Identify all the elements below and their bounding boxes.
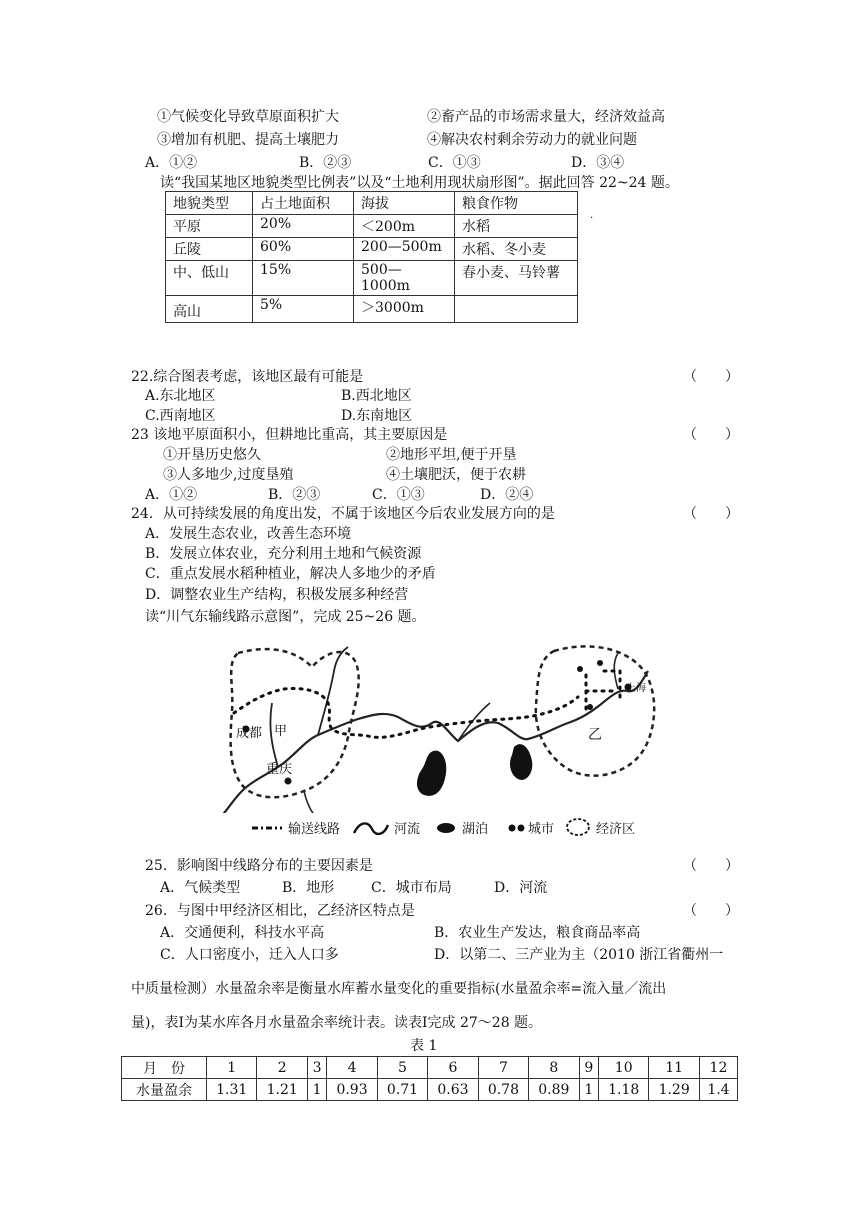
- q23-option-3: ③人多地少,过度垦殖: [163, 467, 294, 483]
- table-cell: 5: [377, 1057, 427, 1079]
- legend-river-label: 河流: [394, 822, 421, 837]
- q22-answer-b: B.西北地区: [341, 388, 412, 404]
- q23-stem: 23 该地平原面积小，但耕地比重高，其主要原因是: [131, 427, 448, 443]
- legend-zone-label: 经济区: [596, 822, 636, 837]
- table-cell: 4: [327, 1057, 377, 1079]
- table-cell: 平原: [166, 215, 253, 238]
- label-shanghai: 上海: [626, 683, 646, 694]
- q26-answer-paren: （ ）: [683, 903, 739, 919]
- q23-option-2: ②地形平坦,便于开垦: [386, 447, 517, 463]
- gas-route-map: [208, 641, 662, 841]
- table-cell: 15%: [253, 261, 354, 296]
- table-cell: 0.89: [529, 1079, 579, 1101]
- economic-zone-yi: [536, 646, 654, 775]
- city-marker: [587, 704, 593, 710]
- q24-answer-d: D．调整农业生产结构，积极发展多种经营: [145, 587, 409, 603]
- q21-option-3: ③增加有机肥、提高土壤肥力: [157, 132, 339, 148]
- table-cell: 1.4: [699, 1079, 737, 1101]
- table-cell: 1: [579, 1079, 598, 1101]
- q24-answer-a: A．发展生态农业，改善生态环境: [145, 526, 352, 542]
- q24-answer-paren: （ ）: [683, 506, 739, 522]
- label-jia: 甲: [274, 724, 288, 739]
- table-row-values: [122, 1079, 738, 1101]
- table-cell: 春小麦、马铃薯: [455, 261, 578, 296]
- q24-stem: 24．从可持续发展的角度出发，不属于该地区今后农业发展方向的是: [131, 506, 555, 522]
- legend-lake-label: 湖泊: [462, 822, 489, 837]
- label-chongqing: 重庆: [266, 762, 293, 777]
- q21-option-2: ②畜产品的市场需求量大，经济效益高: [427, 109, 665, 125]
- table-cell: 水稻: [455, 215, 578, 238]
- legend-route-label: 输送线路: [288, 822, 341, 837]
- q25-answer-b: B．地形: [282, 880, 335, 896]
- label-yi: 乙: [588, 727, 602, 743]
- intro-q25-26: 读“川气东输线路示意图”，完成 25~26 题。: [145, 609, 426, 625]
- legend-city-label: 城市: [528, 822, 555, 837]
- table-cell: 500—1000m: [354, 261, 455, 296]
- q21-option-1: ①气候变化导致草原面积扩大: [157, 109, 339, 125]
- landform-table: [165, 191, 578, 323]
- economic-zone-jia: [231, 649, 359, 797]
- table-cell: 0.63: [428, 1079, 478, 1101]
- legend-lake-symbol: [437, 823, 455, 833]
- q22-answer-a: A.东北地区: [145, 388, 216, 404]
- table-cell: 5%: [253, 296, 354, 323]
- q23-answer-d: D．②④: [480, 487, 534, 503]
- table-row: [166, 238, 578, 261]
- q26-answer-d: D．以第二、三产业为主（2010 浙江省衢州一: [434, 947, 724, 963]
- table-cell: 3: [307, 1057, 326, 1079]
- q23-option-1: ①开垦历史悠久: [163, 447, 261, 463]
- table-cell: 6: [428, 1057, 478, 1079]
- q25-answer-c: C．城市布局: [371, 880, 452, 896]
- q26-stem: 26．与图中甲经济区相比，乙经济区特点是: [145, 903, 415, 919]
- table-row: [166, 215, 578, 238]
- table-cell: 丘陵: [166, 238, 253, 261]
- stray-dot: ·: [590, 213, 594, 224]
- q21-answer-b: B．②③: [299, 155, 352, 171]
- q21-answer-c: C．①③: [428, 155, 481, 171]
- legend-city-symbol: [509, 825, 516, 832]
- table-cell: 1.18: [598, 1079, 648, 1101]
- table-cell: [455, 296, 578, 323]
- q24-answer-c: C．重点发展水稻种植业，解决人多地少的矛盾: [145, 566, 436, 582]
- q21-answer-a: A．①②: [145, 155, 198, 171]
- lake-poyang: [510, 744, 532, 780]
- table-cell: 10: [598, 1057, 648, 1079]
- city-marker: [577, 666, 583, 672]
- table-cell: 高山: [166, 296, 253, 323]
- q25-answer-d: D．河流: [494, 880, 548, 896]
- table-cell: ＜200m: [354, 215, 455, 238]
- q23-option-4: ④土壤肥沃，便于农耕: [386, 467, 526, 483]
- q22-answer-paren: （ ）: [683, 369, 739, 385]
- table-cell: 20%: [253, 215, 354, 238]
- value-header: 水量盈余: [122, 1079, 207, 1101]
- q27-intro-line2: 量)，表Ⅰ为某水库各月水量盈余率统计表。读表Ⅰ完成 27～28 题。: [131, 1015, 543, 1031]
- table-cell: 0.71: [377, 1079, 427, 1101]
- q23-answer-paren: （ ）: [683, 427, 739, 443]
- water-surplus-table: [121, 1056, 738, 1101]
- month-header: 月 份: [122, 1057, 207, 1079]
- q21-answer-d: D．③④: [571, 155, 625, 171]
- table-cell: 1.29: [649, 1079, 699, 1101]
- q26-answer-a: A．交通便利，科技水平高: [160, 925, 325, 941]
- table-cell: 1: [207, 1057, 257, 1079]
- q23-answer-c: C．①③: [372, 487, 425, 503]
- q23-answer-a: A．①②: [145, 487, 198, 503]
- table-header-row: [166, 192, 578, 215]
- table-cell: 60%: [253, 238, 354, 261]
- intro-q22-24: 读“我国某地区地貌类型比例表”以及“土地利用现状扇形图”。据此回答 22~24 题。: [160, 175, 679, 191]
- lake-dongting: [417, 751, 446, 796]
- q26-answer-b: B．农业生产发达，粮食商品率高: [434, 925, 641, 941]
- table-cell: 200—500m: [354, 238, 455, 261]
- table-row-months: [122, 1057, 738, 1079]
- table-cell: 0.93: [327, 1079, 377, 1101]
- q25-answer-a: A．气候类型: [160, 880, 241, 896]
- header-cell: 海拔: [354, 192, 455, 215]
- q21-option-4: ④解决农村剩余劳动力的就业问题: [427, 132, 637, 148]
- q25-answer-paren: （ ）: [683, 858, 739, 874]
- q25-stem: 25．影响图中线路分布的主要因素是: [145, 858, 373, 874]
- table-cell: 11: [649, 1057, 699, 1079]
- city-chongqing: [285, 778, 292, 785]
- table-cell: 1.21: [257, 1079, 307, 1101]
- table-row: [166, 296, 578, 323]
- table-cell: ＞3000m: [354, 296, 455, 323]
- label-chengdu: 成都: [236, 726, 263, 741]
- table-cell: 9: [579, 1057, 598, 1079]
- header-cell: 地貌类型: [166, 192, 253, 215]
- table-cell: 中、低山: [166, 261, 253, 296]
- q24-answer-b: B．发展立体农业，充分利用土地和气候资源: [145, 546, 422, 562]
- city-marker: [597, 660, 603, 666]
- table-row: [166, 261, 578, 296]
- table-cell: 8: [529, 1057, 579, 1079]
- q22-stem: 22.综合图表考虑，该地区最有可能是: [131, 369, 364, 385]
- table-cell: 2: [257, 1057, 307, 1079]
- table-cell: 7: [478, 1057, 528, 1079]
- q22-answer-d: D.东南地区: [341, 408, 413, 424]
- table-cell: 1.31: [207, 1079, 257, 1101]
- table-cell: 1: [307, 1079, 326, 1101]
- table-cell: 水稻、冬小麦: [455, 238, 578, 261]
- q23-answer-b: B．②③: [268, 487, 321, 503]
- table1-caption: 表 1: [410, 1038, 438, 1054]
- header-cell: 粮食作物: [455, 192, 578, 215]
- q22-answer-c: C.西南地区: [145, 408, 216, 424]
- table-cell: 0.78: [478, 1079, 528, 1101]
- q27-intro-line1: 中质量检测）水量盈余率是衡量水库蓄水量变化的重要指标(水量盈余率=流入量／流出: [131, 981, 667, 997]
- q26-answer-c: C．人口密度小，迁入人口多: [160, 947, 339, 963]
- river-branch-jialing: [318, 647, 348, 735]
- table-cell: 12: [699, 1057, 737, 1079]
- legend-city-symbol: [518, 825, 525, 832]
- header-cell: 占土地面积: [253, 192, 354, 215]
